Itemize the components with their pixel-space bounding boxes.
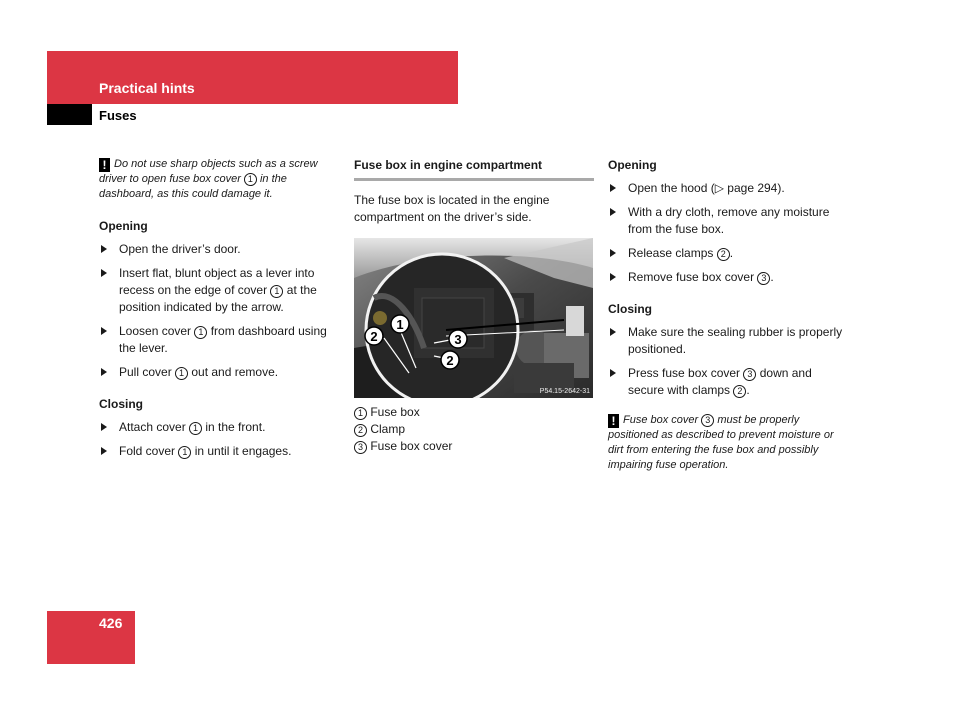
opening-steps [99,241,339,381]
opening-heading: Opening [608,158,657,172]
callout-number: 3 [757,272,770,285]
bullet-arrow-icon [610,328,616,336]
callout-number: 2 [717,248,730,261]
callout-number: 1 [189,422,202,435]
photo-legend [354,404,594,455]
column-middle [354,157,594,455]
header-tab-marker [47,104,92,125]
instruction-step: Fold cover 1 in until it engages. [99,443,339,460]
bullet-arrow-icon [610,184,616,192]
bullet-arrow-icon [610,369,616,377]
intro-text: The fuse box is located in the engine compartment on the driver’s side. [354,193,550,224]
svg-text:3: 3 [454,332,462,347]
column-left [99,157,339,467]
closing-steps [608,324,848,399]
callout-number: 2 [733,385,746,398]
opening-steps [608,180,848,286]
callout-number: 1 [270,285,283,298]
bullet-arrow-icon [610,273,616,281]
warning-icon: ! [608,414,619,428]
instruction-step: Pull cover 1 out and remove. [99,364,339,381]
instruction-step: Press fuse box cover 3 down and secure with clamps 2 . [608,365,848,399]
callout-number: 3 [743,368,756,381]
callout-number: 1 [244,173,257,186]
callout-number: 1 [175,367,188,380]
instruction-step: Make sure the sealing rubber is properly positioned. [608,324,848,358]
column-right [608,157,848,473]
warning-note: ! Do not use sharp objects such as a screw driver to open fuse box cover 1 in the dashboard, as this could damage it. [99,158,318,200]
instruction-step: Attach cover 1 in the front. [99,419,339,436]
svg-text:2: 2 [370,329,378,344]
page-number: 426 [99,615,123,631]
instruction-step: Release clamps 2 . [608,245,848,262]
callout-number: 3 [701,414,714,427]
instruction-step: Loosen cover 1 from dashboard using the lever. [99,323,339,357]
engine-compartment-photo [354,238,593,398]
warning-icon: ! [99,158,110,172]
opening-heading: Opening [99,219,148,233]
bullet-arrow-icon [101,423,107,431]
closing-steps [99,419,339,460]
bullet-arrow-icon [101,447,107,455]
instruction-step: Insert flat, blunt object as a lever into recess on the edge of cover 1 at the position indicated by the arrow. [99,265,339,316]
engine-photo-illustration [354,238,593,398]
bullet-arrow-icon [610,208,616,216]
subsection-title: Fuses [99,108,137,123]
legend-item: 2 Clamp [354,421,594,438]
callout-number: 1 [178,446,191,459]
legend-item: 1 Fuse box [354,404,594,421]
header-band [47,51,458,104]
section-title: Practical hints [99,80,195,96]
bullet-arrow-icon [101,327,107,335]
svg-text:1: 1 [396,317,404,332]
instruction-step: Remove fuse box cover 3 . [608,269,848,286]
instruction-step: Open the hood (▷ page 294). [608,180,848,197]
warning-note: ! Fuse box cover 3 must be properly positioned as described to prevent moisture or dirt from entering the fuse box and possibly impairing fuse operation. [608,414,834,471]
legend-item: 3 Fuse box cover [354,438,594,455]
bullet-arrow-icon [101,269,107,277]
fuse-box-section-title: Fuse box in engine compartment [354,157,594,181]
closing-heading: Closing [99,397,143,411]
bullet-arrow-icon [101,245,107,253]
svg-text:2: 2 [446,353,454,368]
instruction-step: Open the driver’s door. [99,241,339,258]
instruction-step: With a dry cloth, remove any moisture from the fuse box. [608,204,848,238]
closing-heading: Closing [608,302,652,316]
image-code: P54.15-2642-31 [539,388,590,395]
bullet-arrow-icon [101,368,107,376]
callout-number: 1 [194,326,207,339]
bullet-arrow-icon [610,249,616,257]
